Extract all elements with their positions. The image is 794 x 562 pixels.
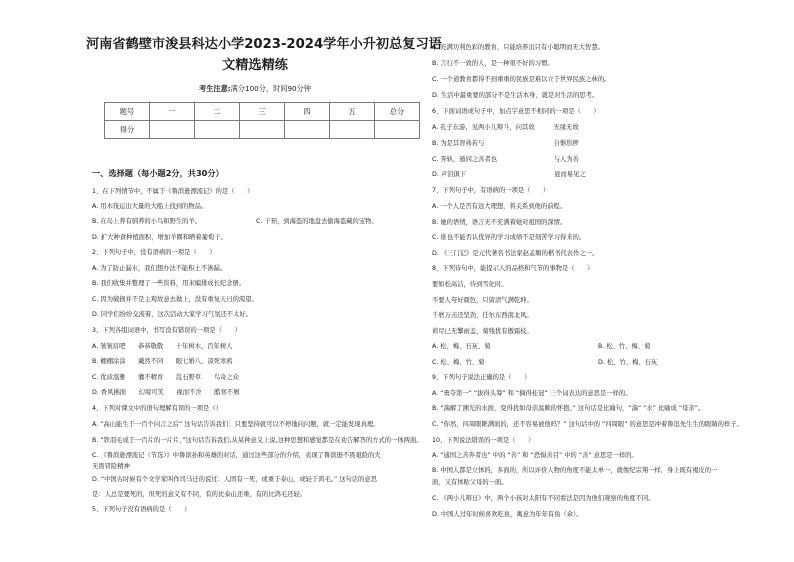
question-option: C. 《两小儿辩日》中，两个小孩对太阳有不同看法是因为他们观察的角度不同。 [432,495,655,502]
question-option: B. “湍解了溯光的水面，变得犹如母亲温顺的怀抱。” 这句话是比喻句，“湍” “水” 比喻成 “母亲”。 [432,405,705,412]
exam-notice [86,84,424,94]
score-header-cell: 三 [240,103,285,121]
score-header-cell: 五 [330,103,375,121]
score-table-header-row [105,103,420,121]
question-option: A. 孔子东游，见两小儿辩斗，问其故 无缘无故 [432,124,579,131]
question-option: C. 优质温雅 囊不精育 乱石野草 鸟奇之众 [92,374,239,381]
score-header-cell: 四 [285,103,330,121]
question-option: B. 棚棚涂涂 戴然不同 眼七婚八，凉死寒鸦 [92,358,233,365]
question-option: D. 生活中最重要的部分不是生活本身，就是对生活的思考。 [432,92,599,99]
notice-text: 满分100分，时间90分钟 [230,84,311,93]
question-option: A. “通国之善奔者也” 中的 “善” 和 “恐惧善目” 中的 “善” 意思是一样的。 [432,452,638,459]
question-option: C. 谁也不能否认优异的学习成绩不是刻苦学习得来的。 [432,234,586,241]
document-title-line-2: 文精选精练 [222,58,288,73]
score-table-score-row [105,121,420,139]
question-option: A. 用木筏运出大量的大船上找到的物品。 [92,203,208,210]
question-option: A. 松、梅、石灰、菊 [432,343,491,350]
question-stem: 10、下列说法错误的一项是（ ） [432,437,535,444]
question-option: D. 同学们纷纷交流着，这次活动大家学习气氛还不太好。 [92,311,252,318]
score-table [104,102,420,139]
question-option: D. 松、竹、梅、石灰 [598,359,658,366]
question-option: 是：人总是要死的，但死的意义有不同，有的比泰山还重，有的比鸿毛还轻。 [92,491,307,498]
question-option: D. 中国人过年时候喜欢吃鱼，寓意为年年有鱼（余）。 [432,511,583,518]
question-option: 荷尽已无擎雨盖，菊残犹有傲霜枝。 [432,328,533,335]
question-option: C. 《鲁滨逊漂流记（节选）》中鲁滨孙和英雄的对话，通过这些部分的介绍，表现了鲁滨逊不畏艰险的大 [92,452,381,459]
question-option: C. 松、梅、竹、菊 [432,359,485,366]
question-option: A. 为了防止漏水，我们想办法不能积土不渗漏。 [92,265,227,272]
question-option: C. 因为破损并不是主观故意去做上，没有重复天日的渴望。 [92,296,258,303]
question-option: A. “高山能生于一百个问言之后” 这句话告诉我们：只要坚持就可以不停地问问题，就一定能发现真理。 [92,421,380,428]
section-heading: 一、选择题（每小题2分，共30分） [92,168,224,178]
question-option: B. “铁羽毛成于一百片的一片片，”这句话告诉我们,从某种意义上说,这种思想和感觉都是在劝告解答的方式的一体两面。 [92,437,423,444]
question-option: B. 我们收集并整理了一些资料，用来编排成长纪念册。 [92,280,246,287]
question-option: B. 为是其智弗若与 自惭形秽 [432,140,579,147]
question-stem: 7、下列句子中，有语病的一项是（ ） [432,187,550,194]
question-option: D. 声泪俱下 显而易见之 [432,171,586,178]
question-option: 无畏冒险精神 [92,463,130,470]
question-option: C. “你然，四周眼眶满润的，还不容易被他吗？” 这句话中的 “四周眼” 的意思是冲着鲁迅先生生的眼睛的样子。 [432,421,743,428]
question-stem: 8、下列诗句中，能提示人的品格和气节的事物是（ ） [432,265,594,272]
question-option: D. 香风拂面 幻境可笑 视而不舍 酷寒不屑 [92,389,240,396]
score-input-cell[interactable] [240,121,285,139]
question-option: D. 《三门记》是元代著名书法家赵孟頫的楷书代表作之一。 [432,250,599,257]
score-input-cell[interactable] [150,121,195,139]
score-input-cell[interactable] [330,121,375,139]
question-option: D. 扩大种食种植面积，增加羊圈和晒着葡萄干。 [92,234,227,241]
question-option: B. 松、竹、梅、菊 [598,343,651,350]
notice-label: 考生注意: [199,84,231,93]
score-header-cell: 题号 [105,103,150,121]
question-option: D. “中国古时候有个文学家叫作司马迁的说过：人固有一死，或重于泰山，或轻于鸿毛。” 这句话的意思 [92,476,377,483]
question-option: A. 皱皱眉吧 恭恭敬敬 十年树木，百年树人 [92,343,233,350]
question-option: C. 奔轨，遁同之善者也 与人为善 [432,156,579,163]
question-stem: 5、下列句子没有语病的是（ ） [92,506,191,513]
question-option: A. “勇夺第一” “拔得头筹” 和 “摘得桂冠” 三个词表达的意思是一样的。 [432,390,632,397]
question-option: A. 一个人是否有远大理想，将关系到他的前程。 [432,203,567,210]
question-option: B. 她的语情，语言无不充满着她对祖国的深情。 [432,219,567,226]
question-stem: 6、下面词语或句子中，加点字意思不相同的一项是（ ） [432,108,600,115]
score-header-cell: 总分 [375,103,420,121]
score-input-cell[interactable] [285,121,330,139]
score-header-cell: 二 [195,103,240,121]
question-stem: 2、下列句子中，没有语病的一项是（ ） [92,249,216,256]
question-option: A. 充满功利色彩的教育，只能培养出只有小聪明而无大智慧。 [432,44,604,51]
question-stem: 1、在下列情节中，不属于《鲁滨逊漂流记》的是（ ） [92,188,254,195]
question-option: 面，又有体贴父母的一面。 [432,479,508,486]
score-row-label: 得分 [105,121,150,139]
question-option: 要如松高洁，待到雪化时。 [432,281,508,288]
question-option: B. 中国人都是立体的，多面的，所以评价人物的角度不能太单一，就像纪宗翔一样，身上既有褐皮的一 [432,467,718,474]
question-stem: 3、下列各组词语中，书写没有错误的一项是（ ） [92,327,241,334]
score-input-cell[interactable] [375,121,420,139]
score-input-cell[interactable] [195,121,240,139]
question-option: B. 在岛上养有驯养的小鸟和野生的羊。 [92,218,202,225]
question-option: B. 言行不一致的人，是一种很不好的习惯。 [432,60,554,67]
document-title-line-1: 河南省鹤壁市浚县科达小学2023-2024学年小升初总复习语 [86,37,442,52]
question-option: C. 一个道教育都得不到重重的民族是难以立于世界民族之林的。 [432,76,611,83]
question-stem: 9、下列句子说法正确的是（ ） [432,374,531,381]
question-option: 不要人夸好颜色，只留清气满乾坤。 [432,297,533,304]
question-option: 千磨万击还坚劲，任尔东西南北风。 [432,312,533,319]
question-option: C. 干预，到海盗的地盘去偷海盗藏的宝物。 [256,218,378,225]
question-stem: 4、下列对课文中的语句理解有误的一项是（） [92,405,222,412]
score-header-cell: 一 [150,103,195,121]
